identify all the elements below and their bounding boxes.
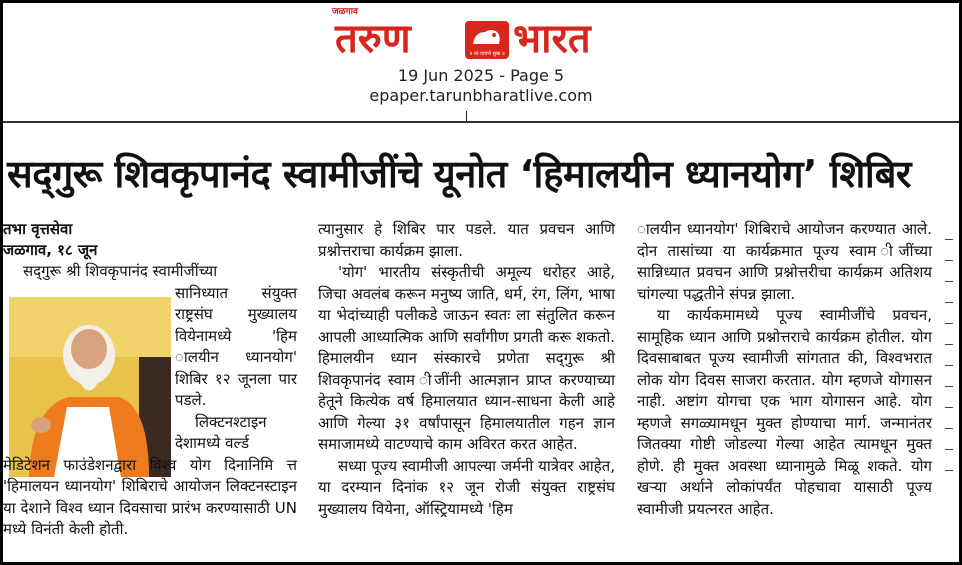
masthead xyxy=(3,3,959,115)
adjacent-article-edge xyxy=(939,219,959,549)
edition-label: जळगाव xyxy=(332,7,358,17)
date-page-label: 19 Jun 2025 - Page 5 xyxy=(397,66,565,85)
paragraph: मेडिटेशन फाउंडेशनद्वारा विश्व योग दिनानिमि त्त 'हिमालयन ध्यानयोग' शिबिराचे आयोजन लिक्टनस्टाइन या देशाने विश्व ध्यान दिवसाचा प्रारंभ करण्यासाठी UN मध्ये विनंती केली होती. xyxy=(3,455,297,538)
column-1 xyxy=(3,219,297,541)
byline-agency: तभा वृत्तसेवा xyxy=(3,220,73,238)
paragraph: त्यानुसार हे शिबिर पार पडले. यात प्रवचन आणि प्रश्नोत्तराचा कार्यक्रम झाला. xyxy=(318,220,615,260)
paragraph: या कार्यकमामध्ये पूज्य स्वामीजींचे प्रवचन, सामूहिक ध्यान आणि प्रश्नोत्तराचे कार्यक्रम होतील. योग दिवसाबाबत पूज्य स्वामीजी सांगतात की, विश्वभरात लोक योग दिवस साजरा करतात. योग म्हणजे योगासन नाही. अष्टांग योगचा एक भाग योगासन आहे. योग म्हणजे सगळ्यामधून मुक्त होण्याचा मार्ग. जन्मानंतर जितक्या गोष्टी जोडल्या गेल्या आहेत त्यामधून मुक्त होणे. ही मुक्त अवस्था ध्यानामुळे मिळू शकते. योग खऱ्या अर्थाने लोकांपर्यंत पोहचावा यासाठी पूज्य स्वामीजी प्रयत्नरत आहेत. xyxy=(637,306,932,518)
epaper-url[interactable]: epaper.tarunbharatlive.com xyxy=(369,86,593,105)
headline: सद्‌गुरू शिवकृपानंद स्वामीजींचे यूनोत ‘हिमालयीन ध्यानयोग’ शिबिर xyxy=(7,152,911,196)
paragraph: सध्या पूज्य स्वामीजी आपल्या जर्मनी यात्रेवर आहेत, या दरम्यान दिनांक १२ जून रोजी संयुक्त राष्ट्रसंघ मुख्यालय वियेना, ऑस्ट्रियामध्ये 'हिम xyxy=(318,456,615,518)
paragraph: सानिध्यात संयुक्त राष्ट्रसंघ मुख्यालय वियेनामध्ये 'हिम ालयीन ध्यानयोग' शिबिर १२ जूनला पार पडले. xyxy=(175,283,297,409)
column-2 xyxy=(318,219,615,520)
byline-place-date: जळगाव, १८ जून xyxy=(3,241,98,259)
column-3 xyxy=(637,219,932,520)
paragraph: लिक्टनश्टाइन देशामध्ये वर्ल्ड xyxy=(175,412,267,452)
logo-word-left: तरुण xyxy=(335,16,411,62)
paragraph: 'योग' भारतीय संस्कृतीची अमूल्य धरोहर आहे, जिचा अवलंब करून मनुष्य जाति, धर्म, रंग, लिंग, भाषा या भेदांच्याही पलीकडे जाऊन स्वतः ला संतुलित करून आपली आध्यात्मिक आणि सर्वांगीण प्रगती करू शकतो. हिमालयीन ध्यान संस्कारचे प्रणेता सद्‌गुरू श्री शिवकृपानंद स्वाम ीजींनी आत्मज्ञान प्राप्त करण्याच्या हेतूने कित्येक वर्ष हिमालयात ध्यान-साधना केली आहे आणि गेल्या ३१ वर्षांपासून हिमालयातील गहन ज्ञान समाजामध्ये वाटण्याचे काम अविरत करत आहेत. xyxy=(318,263,615,453)
lion-emblem-icon: ॥ स्व वाचणे सुख ॥ xyxy=(465,21,509,59)
news-clipping xyxy=(3,121,959,562)
epaper-page xyxy=(3,3,959,562)
paragraph: सद्‌गुरू श्री शिवकृपानंद स्वामीजींच्या xyxy=(23,262,218,280)
paragraph: ालयीन ध्यानयोग' शिबिराचे आयोजन करण्यात आले. दोन तासांच्या या कार्यक्रमात पूज्य स्वाम ीजींच्या सान्निध्यात प्रवचन आणि प्रश्नोत्तरीचा कार्यक्रम अतिशय चांगल्या पद्धतीने संपन्न झाला. xyxy=(637,220,932,303)
tarun-bharat-logo[interactable] xyxy=(333,9,633,63)
logo-word-right: भारत xyxy=(513,16,591,62)
